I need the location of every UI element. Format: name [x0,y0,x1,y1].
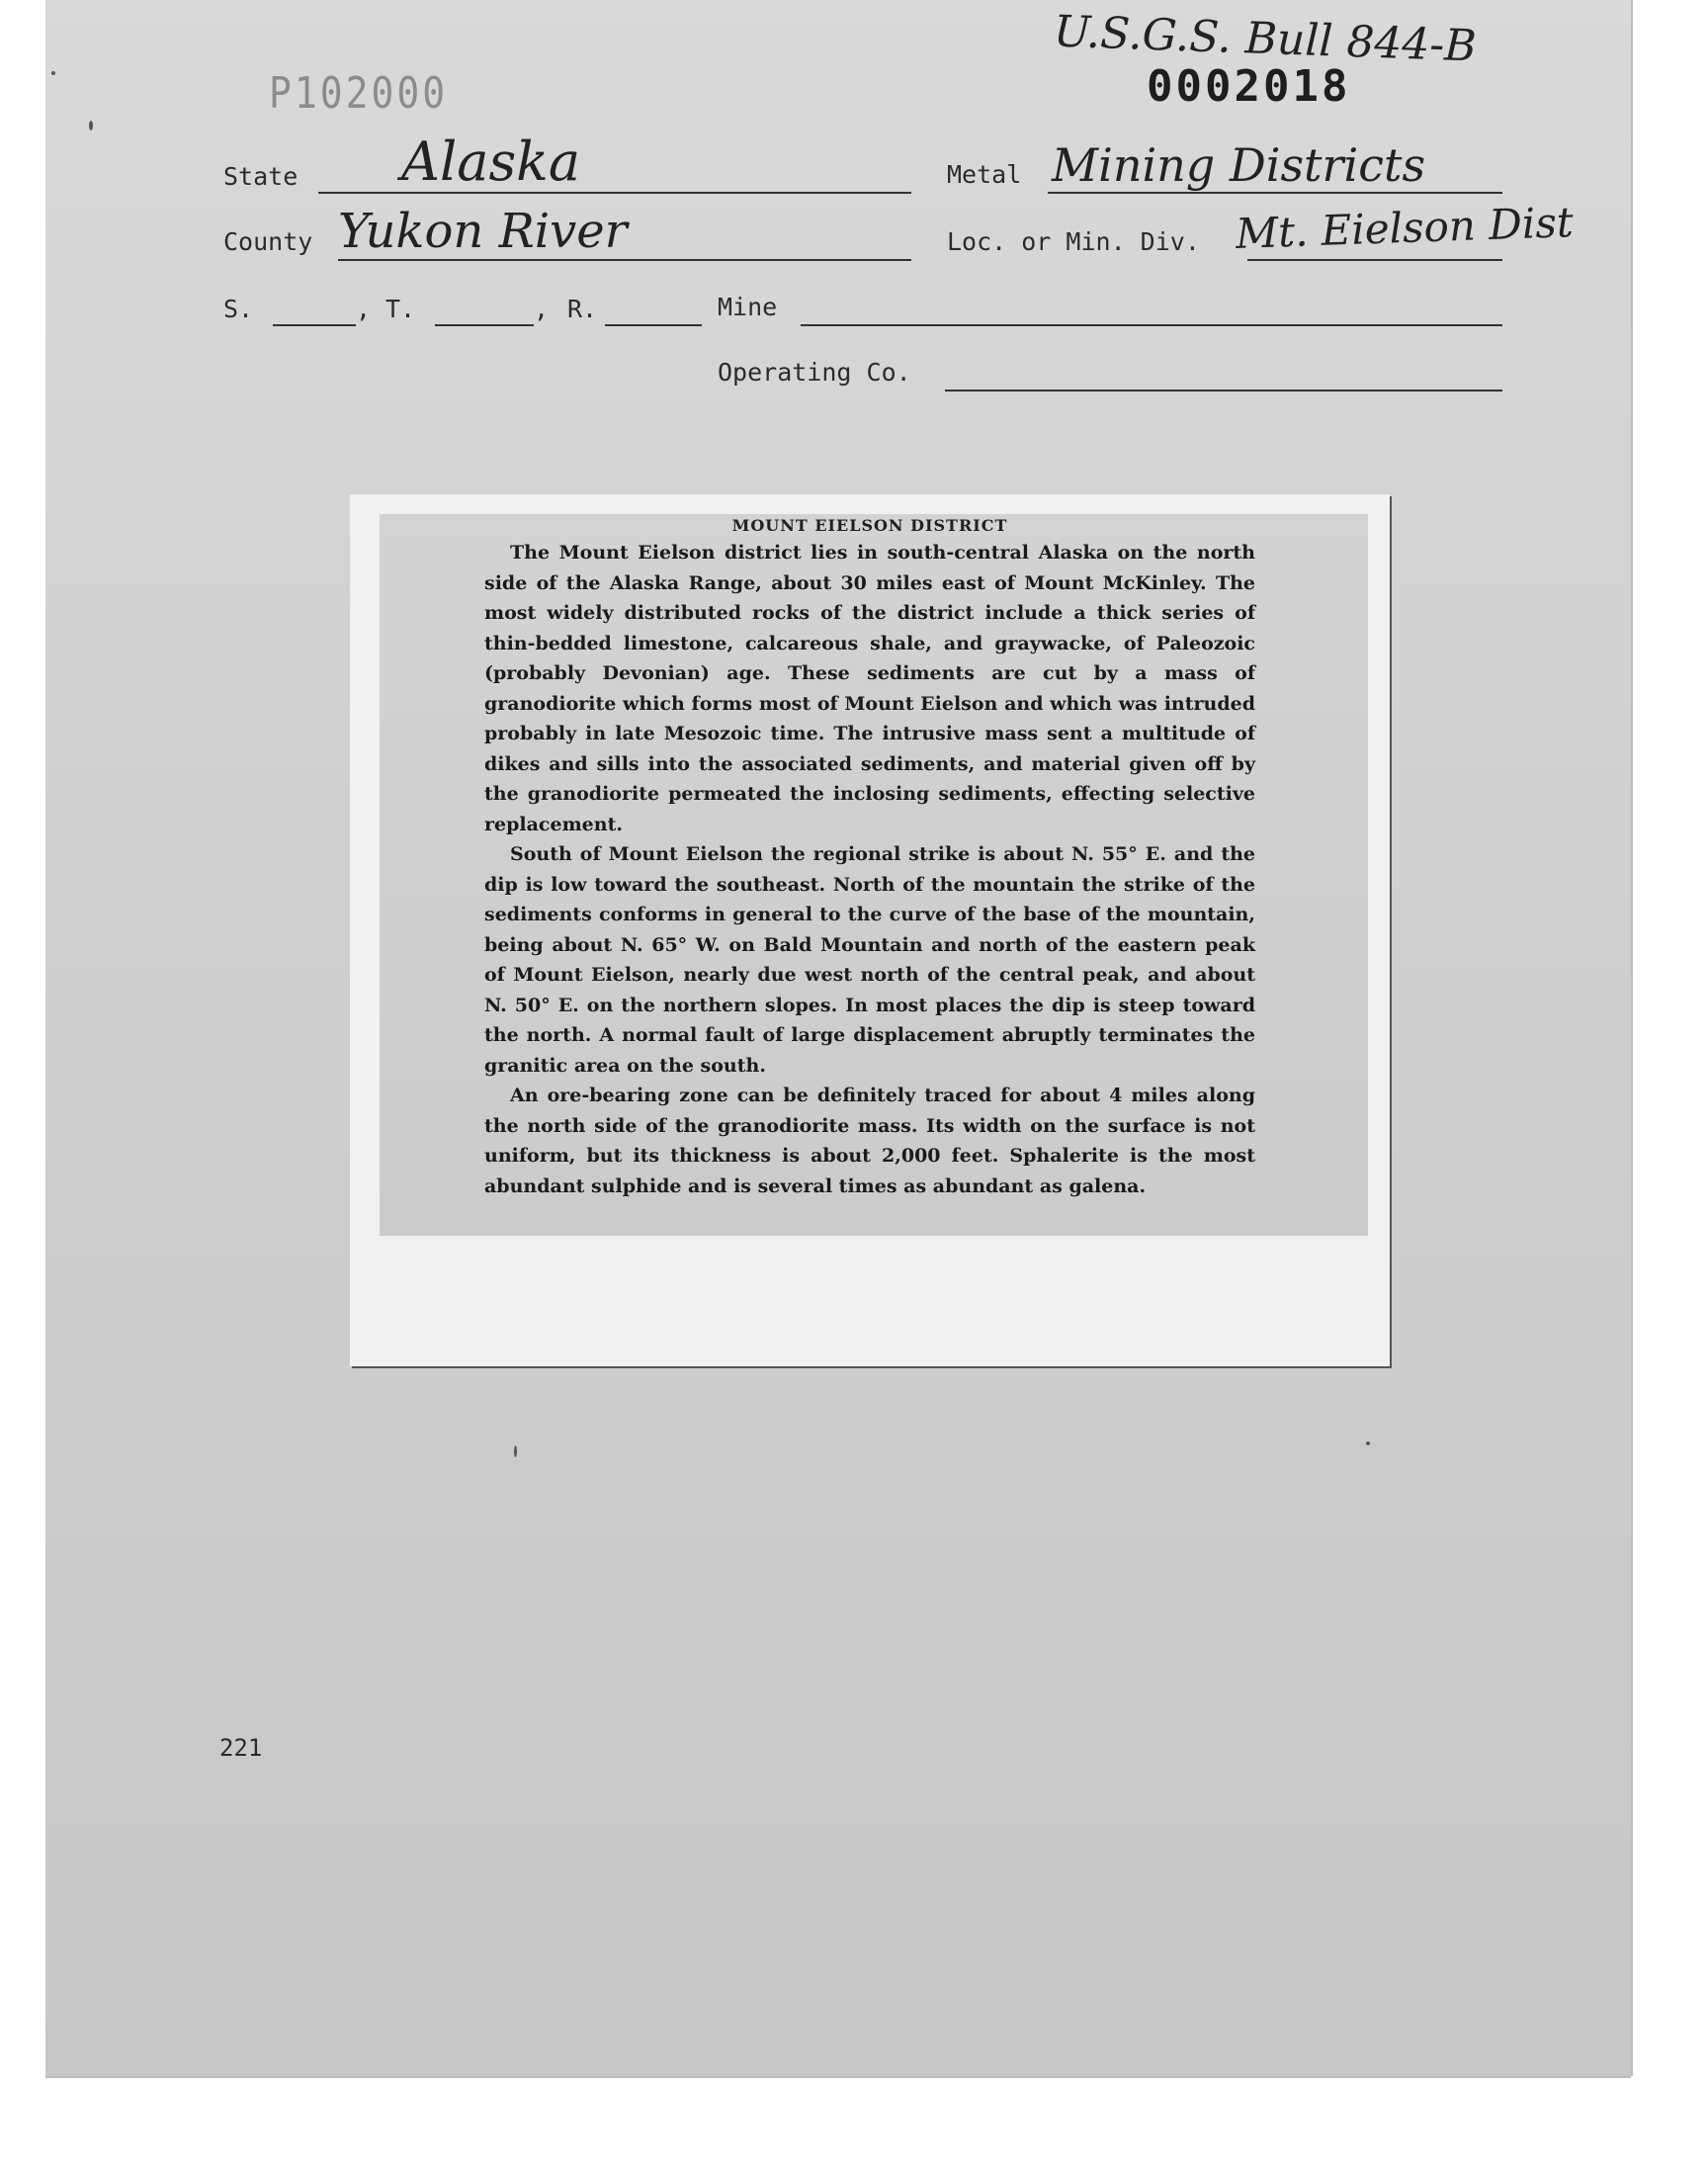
metal-underline [1048,192,1502,194]
township-underline [435,324,534,326]
clipping-paragraph-3: An ore-bearing zone can be definitely traced for about 4 miles along the north side of the granodiorite mass. Its width on the surface is not uniform, but its thickness is about 2,000 feet. Sphalerite is the most abundant sulphide and is several times as abundant as galena. [484,1085,1255,1197]
state-value: Alaska [401,130,581,193]
county-underline [338,259,911,261]
section-comma: , [356,295,372,323]
township-label: T. [385,295,416,323]
mine-label: Mine [718,293,778,321]
speck-3 [514,1445,517,1457]
accession-stamp: 0002018 [1147,61,1351,112]
mine-underline [801,324,1502,326]
range-underline [605,324,702,326]
township-comma: , [534,295,550,323]
clipping-paragraph-2: South of Mount Eielson the regional strike is about N. 55° E. and the dip is low toward the southeast. North of the mountain the strike of the sediments conforms in general to the curve of the base of the mountain, being about N. 65° W. on Bald Mountain and north of the eastern peak of Mount Eielson, nearly due west north of the central peak, and about N. 50° E. on the northern slopes. In most places the dip is steep toward the north. A normal fault of large displacement abruptly terminates the granitic area on the south. [484,843,1255,1077]
operating-co-label: Operating Co. [718,358,911,387]
page-number: 221 [219,1734,263,1762]
county-value: Yukon River [338,204,628,259]
state-label: State [223,162,299,191]
loc-value: Mt. Eielson Dist [1235,198,1575,258]
section-underline [273,324,356,326]
record-card [45,0,1631,2076]
section-label: S. [223,295,254,323]
range-label: R. [567,295,598,323]
clipping-paragraph-1: The Mount Eielson district lies in south-central Alaska on the north side of the Alaska Range, about 30 miles east of Mount McKinley. The most widely distributed rocks of the district include a thick series of thin-bedded limestone, calcareous shale, and graywacke, of Paleozoic (probably Devonian) age. These sediments are cut by a mass of granodiorite which forms most of Mount Eielson and which was intruded probably in late Mesozoic time. The intrusive mass sent a multitude of dikes and sills into the associated sediments, and material given off by the granodiorite permeated the inclosing sediments, effecting selective replacement. [484,542,1255,835]
loc-label: Loc. or Min. Div. [947,227,1200,256]
metal-value: Mining Districts [1052,138,1426,192]
pasted-clipping [350,494,1390,1366]
clipping-title: MOUNT EIELSON DISTRICT [731,516,1008,535]
loc-underline [1247,259,1502,261]
speck-2 [89,121,93,130]
speck-4 [1366,1441,1370,1445]
faint-stamp: P102000 [269,67,449,119]
county-label: County [223,227,313,256]
metal-label: Metal [947,160,1022,189]
clipping-body [484,538,1255,1201]
speck-1 [51,71,55,75]
operating-co-underline [945,390,1502,392]
bulletin-reference: U.S.G.S. Bull 844-B [1053,6,1478,72]
